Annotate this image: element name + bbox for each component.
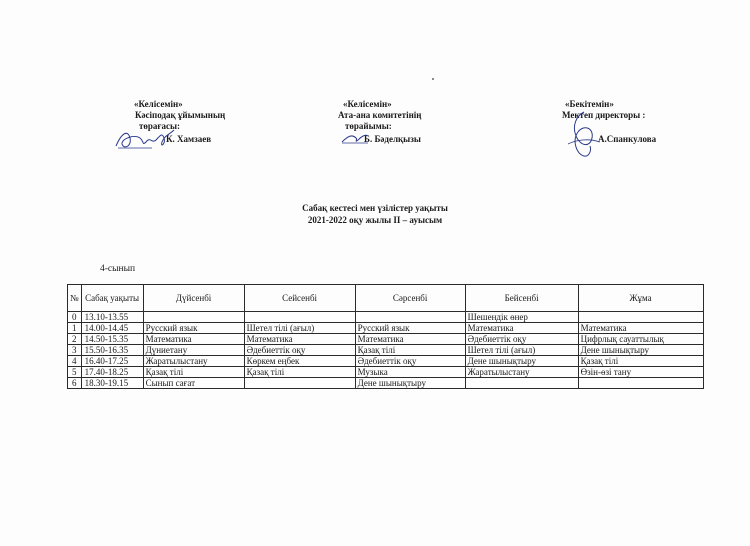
cell-friday: Цифрлық сауаттылық bbox=[578, 334, 703, 345]
cell-thursday: Әдебиеттік оқу bbox=[465, 334, 578, 345]
document-title bbox=[0, 202, 750, 226]
cell-monday bbox=[143, 312, 244, 323]
table-row bbox=[68, 323, 704, 334]
table-row bbox=[68, 312, 704, 323]
signer-name: Б. Бәделқызы bbox=[364, 134, 421, 144]
table-row bbox=[68, 378, 704, 389]
approval-position: Ата-ана комитетінің bbox=[338, 110, 422, 120]
signer-name: А.Спанкулова bbox=[598, 134, 657, 144]
header-time: Сабақ уақыты bbox=[81, 285, 143, 312]
cell-monday: Қазақ тілі bbox=[143, 367, 244, 378]
header-monday: Дүйсенбі bbox=[143, 285, 244, 312]
header-tuesday: Сейсенбі bbox=[244, 285, 355, 312]
approval-head: «Келісемін» bbox=[134, 99, 183, 109]
cell-wednesday: Қазақ тілі bbox=[355, 345, 465, 356]
approval-position: Кәсіподақ ұйымының bbox=[135, 110, 226, 120]
approval-position: Мектеп директоры : bbox=[562, 110, 646, 120]
row-time: 16.40-17.25 bbox=[81, 356, 143, 367]
table-row bbox=[68, 356, 704, 367]
row-num: 5 bbox=[68, 367, 82, 378]
cell-monday: Математика bbox=[143, 334, 244, 345]
header-wednesday: Сәрсенбі bbox=[355, 285, 465, 312]
cell-friday: Дене шынықтыру bbox=[578, 345, 703, 356]
row-num: 3 bbox=[68, 345, 82, 356]
row-num: 2 bbox=[68, 334, 82, 345]
cell-monday: Сынып сағат bbox=[143, 378, 244, 389]
row-num: 6 bbox=[68, 378, 82, 389]
cell-tuesday: Көркем еңбек bbox=[244, 356, 355, 367]
signature-3 bbox=[562, 108, 602, 160]
row-time: 17.40-18.25 bbox=[81, 367, 143, 378]
header-thursday: Бейсенбі bbox=[465, 285, 578, 312]
cell-friday: Математика bbox=[578, 323, 703, 334]
row-time: 15.50-16.35 bbox=[81, 345, 143, 356]
cell-tuesday bbox=[244, 378, 355, 389]
cell-wednesday: Русский язык bbox=[355, 323, 465, 334]
row-time: 18.30-19.15 bbox=[81, 378, 143, 389]
approval-head: «Бекітемін» bbox=[565, 99, 614, 109]
cell-wednesday: Әдебиеттік оқу bbox=[355, 356, 465, 367]
cell-friday: Өзін-өзі тану bbox=[578, 367, 703, 378]
cell-tuesday: Шетел тілі (ағыл) bbox=[244, 323, 355, 334]
cell-wednesday: Дене шынықтыру bbox=[355, 378, 465, 389]
cell-monday: Русский язык bbox=[143, 323, 244, 334]
header-num: № bbox=[68, 285, 82, 312]
cell-thursday: Дене шынықтыру bbox=[465, 356, 578, 367]
cell-thursday: Шешендік өнер bbox=[465, 312, 578, 323]
cell-thursday: Математика bbox=[465, 323, 578, 334]
cell-wednesday: Математика bbox=[355, 334, 465, 345]
row-time: 14.50-15.35 bbox=[81, 334, 143, 345]
row-num: 0 bbox=[68, 312, 82, 323]
cell-tuesday: Әдебиеттік оқу bbox=[244, 345, 355, 356]
cell-thursday bbox=[465, 378, 578, 389]
title-line-1: Сабақ кестесі мен үзілістер уақыты bbox=[302, 203, 448, 213]
signer-name: К. Хамзаев bbox=[166, 134, 212, 144]
cell-monday: Дүниетану bbox=[143, 345, 244, 356]
cell-friday bbox=[578, 312, 703, 323]
table-row bbox=[68, 334, 704, 345]
approval-position-cont: төрайымы: bbox=[345, 121, 392, 131]
row-num: 4 bbox=[68, 356, 82, 367]
table-row bbox=[68, 367, 704, 378]
approval-parent-committee bbox=[338, 99, 422, 132]
class-label: 4-сынып bbox=[100, 264, 136, 274]
cell-friday bbox=[578, 378, 703, 389]
cell-monday: Жаратылыстану bbox=[143, 356, 244, 367]
table-row bbox=[68, 345, 704, 356]
row-time: 13.10-13.55 bbox=[81, 312, 143, 323]
row-time: 14.00-14.45 bbox=[81, 323, 143, 334]
table-header-row bbox=[68, 285, 704, 312]
cell-thursday: Жаратылыстану bbox=[465, 367, 578, 378]
header-friday: Жұма bbox=[578, 285, 703, 312]
schedule-table bbox=[67, 284, 704, 389]
cell-wednesday bbox=[355, 312, 465, 323]
row-num: 1 bbox=[68, 323, 82, 334]
approval-position-cont: төрағасы: bbox=[139, 121, 181, 131]
cell-tuesday bbox=[244, 312, 355, 323]
cell-tuesday: Математика bbox=[244, 334, 355, 345]
cell-wednesday: Музыка bbox=[355, 367, 465, 378]
cell-friday: Қазақ тілі bbox=[578, 356, 703, 367]
scan-speck bbox=[432, 78, 434, 80]
cell-tuesday: Қазақ тілі bbox=[244, 367, 355, 378]
approval-head: «Келісемін» bbox=[343, 99, 392, 109]
signature-1 bbox=[112, 124, 178, 154]
signature-2 bbox=[340, 130, 370, 146]
approval-name-3 bbox=[598, 134, 656, 145]
approval-name-2 bbox=[364, 134, 421, 145]
title-line-2: 2021-2022 оқу жылы ІІ – ауысым bbox=[307, 215, 443, 225]
cell-thursday: Шетел тілі (ағыл) bbox=[465, 345, 578, 356]
